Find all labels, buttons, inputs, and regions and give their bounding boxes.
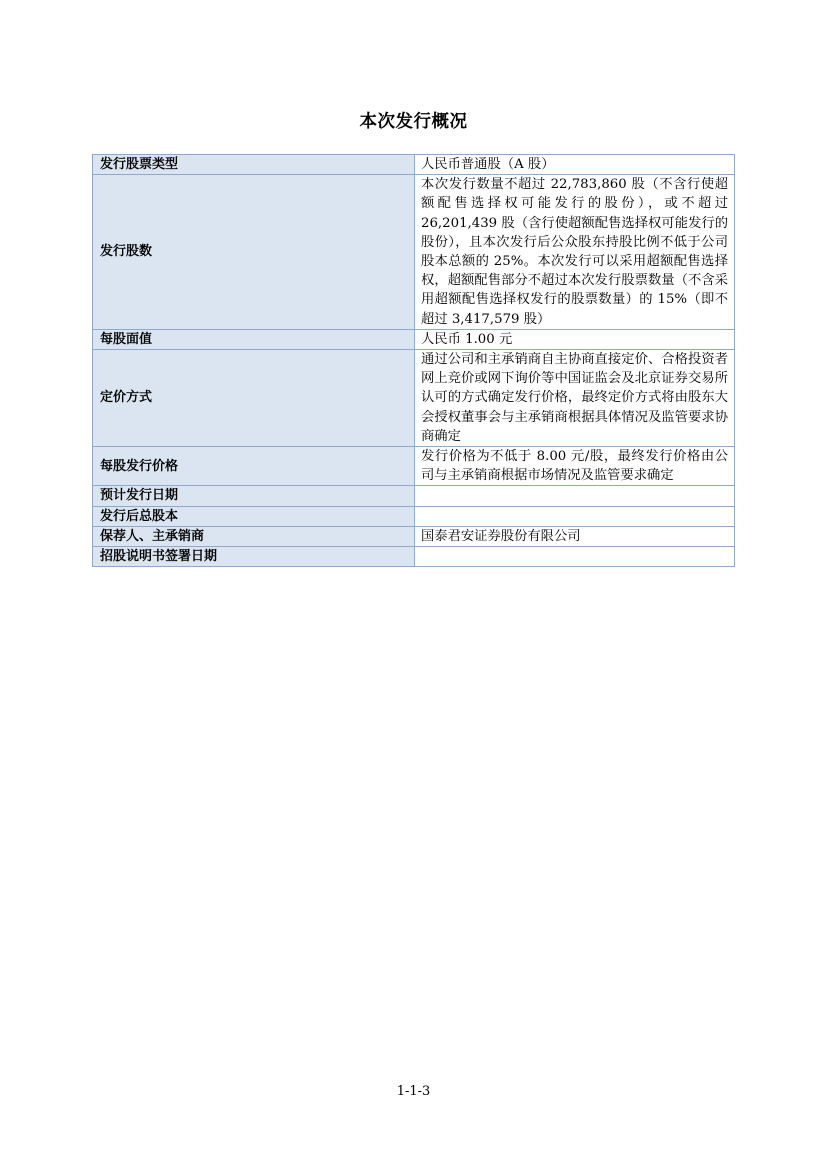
row-value: 通过公司和主承销商自主协商直接定价、合格投资者网上竞价或网下询价等中国证监会及北京证券交易所认可的方式确定发行价格，最终定价方式将由股东大会授权董事会与主承销商根据具体情况及监管要求协商确定 <box>415 350 735 447</box>
table-row <box>93 547 735 567</box>
table-row <box>93 486 735 506</box>
row-value: 国泰君安证券股份有限公司 <box>415 526 735 546</box>
table-row <box>93 526 735 546</box>
row-value <box>415 547 735 567</box>
row-value: 本次发行数量不超过 22,783,860 股（不含行使超额配售选择权可能发行的股份），或不超过 26,201,439 股（含行使超额配售选择权可能发行的股份），且本次发行后公众股东持股比例不低于公司股本总额的 25%。本次发行可以采用超额配售选择权，超额配售部分不超过本次发行股票数量（不含采用超额配售选择权发行的股票数量）的 15%（即不超过 3,417,579 股） <box>415 175 735 330</box>
row-value <box>415 486 735 506</box>
row-label: 定价方式 <box>93 350 415 447</box>
page-number: 1-1-3 <box>396 1084 431 1099</box>
row-label: 招股说明书签署日期 <box>93 547 415 567</box>
row-label: 每股面值 <box>93 329 415 349</box>
table-row <box>93 350 735 447</box>
row-value <box>415 506 735 526</box>
table-row <box>93 175 735 330</box>
page-title: 本次发行概况 <box>359 112 468 132</box>
row-value: 发行价格为不低于 8.00 元/股，最终发行价格由公司与主承销商根据市场情况及监管要求确定 <box>415 447 735 486</box>
table-row <box>93 155 735 175</box>
row-label: 发行股数 <box>93 175 415 330</box>
table-row <box>93 506 735 526</box>
row-label: 预计发行日期 <box>93 486 415 506</box>
offering-summary-table <box>92 154 735 567</box>
row-label: 发行股票类型 <box>93 155 415 175</box>
table-row <box>93 329 735 349</box>
row-label: 保荐人、主承销商 <box>93 526 415 546</box>
table-row <box>93 447 735 486</box>
row-label: 发行后总股本 <box>93 506 415 526</box>
row-label: 每股发行价格 <box>93 447 415 486</box>
row-value: 人民币普通股（A 股） <box>415 155 735 175</box>
row-value: 人民币 1.00 元 <box>415 329 735 349</box>
